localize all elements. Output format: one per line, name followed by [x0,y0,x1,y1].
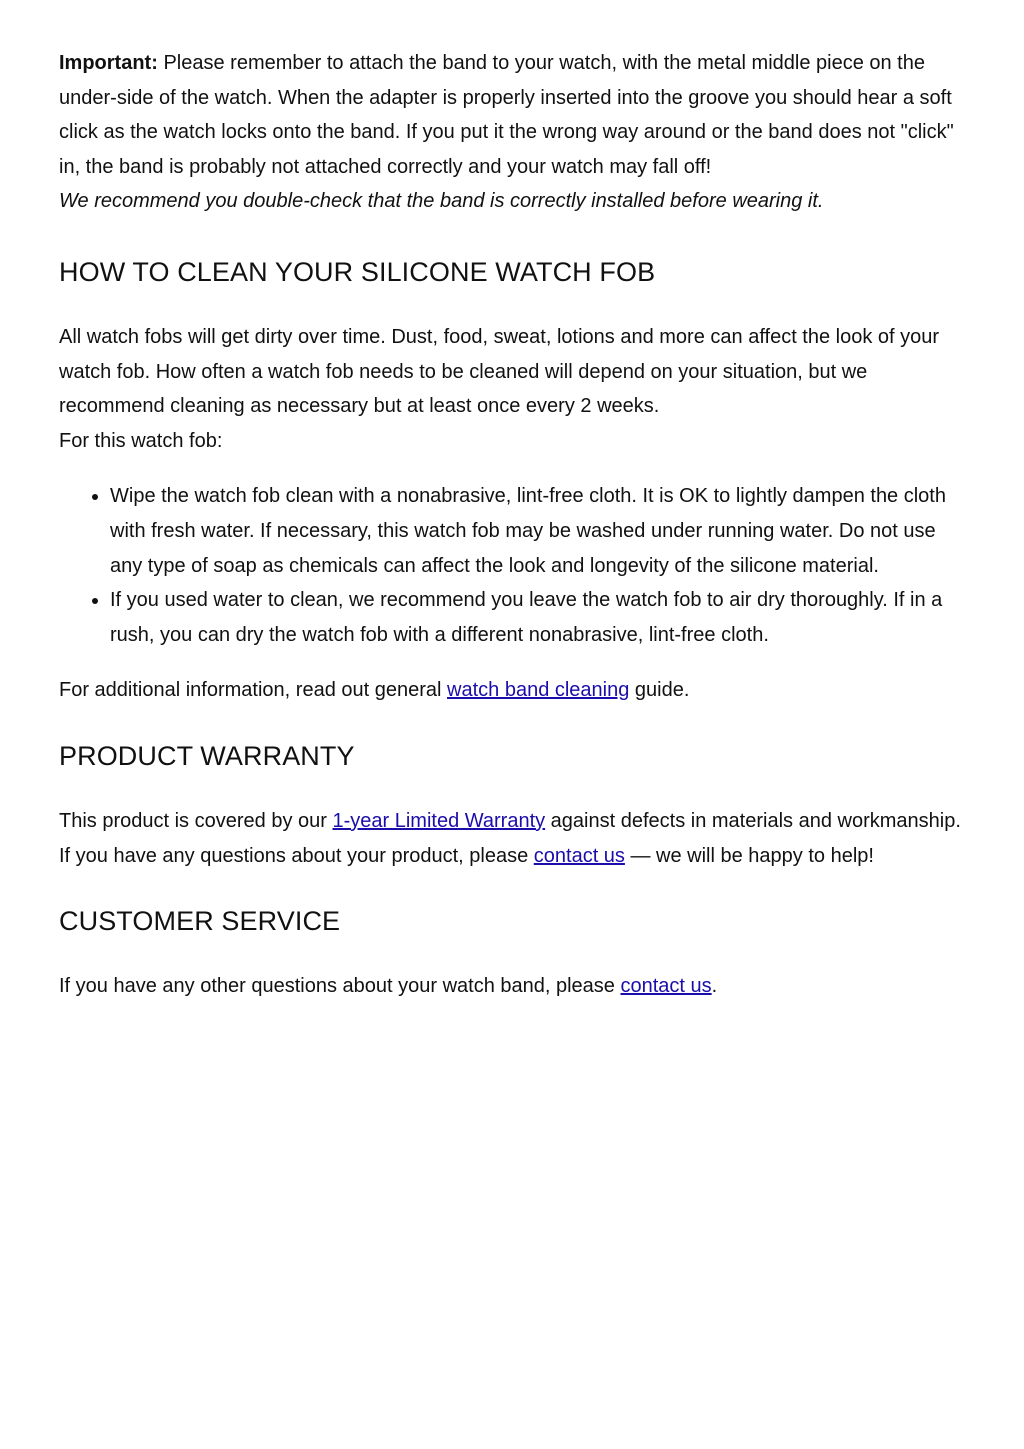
warranty-text-before: This product is covered by our [59,809,333,832]
warranty-text-middle: against defects in materials and workmanship. If you have any questions about your product, please [59,809,961,867]
additional-text-before: For additional information, read out general [59,679,448,702]
watch-band-cleaning-link[interactable]: watch band cleaning [447,679,630,702]
service-contact-us-link[interactable]: contact us [620,975,712,998]
additional-text-after: guide. [629,679,690,702]
cleaning-paragraph: All watch fobs will get dirty over time. Dust, food, sweat, lotions and more can affect the look of your watch fob. How often a watch fob needs to be cleaned will depend on your situation, but we recommend cleaning as necessary but at least once every 2 weeks. [59,325,940,418]
important-paragraph [59,46,968,184]
cleaning-intro [59,320,968,458]
warranty-heading: PRODUCT WARRANTY [59,740,355,771]
warranty-paragraph [59,804,968,873]
service-text-after: . [711,975,718,998]
limited-warranty-link[interactable]: 1-year Limited Warranty [332,809,546,832]
service-paragraph [59,969,968,1004]
list-item: • Wipe the watch fob clean with a nonabrasive, lint-free cloth. It is OK to lightly dampen the cloth with fresh water. If necessary, this watch fob may be washed under running water. Do not use any type of soap as chemicals can affect the look and longevity of the silicone material. [110,479,968,583]
cleaning-heading: HOW TO CLEAN YOUR SILICONE WATCH FOB [59,256,656,287]
important-label: Important: [59,52,158,74]
service-heading: CUSTOMER SERVICE [59,906,341,937]
cleaning-steps-list [59,479,968,652]
cleaning-lead: For this watch fob: [59,429,223,452]
important-note-text: We recommend you double-check that the band is correctly installed before wearing it. [59,190,824,213]
warranty-contact-us-link[interactable]: contact us [533,844,625,867]
important-note [59,184,968,219]
cleaning-additional-info [59,673,968,708]
important-notice [59,46,968,219]
list-item: • If you used water to clean, we recommend you leave the watch fob to air dry thoroughly. If in a rush, you can dry the watch fob with a different nonabrasive, lint-free cloth. [110,583,968,652]
service-text-before: If you have any other questions about your watch band, please [59,975,621,998]
warranty-text-after: — we will be happy to help! [624,844,874,867]
important-text: Please remember to attach the band to your watch, with the metal middle piece on the under-side of the watch. When the adapter is properly inserted into the groove you should hear a soft click as the watch locks onto the band. If you put it the wrong way around or the band does not "click" in, the band is probably not attached correctly and your watch may fall off! [59,52,954,178]
